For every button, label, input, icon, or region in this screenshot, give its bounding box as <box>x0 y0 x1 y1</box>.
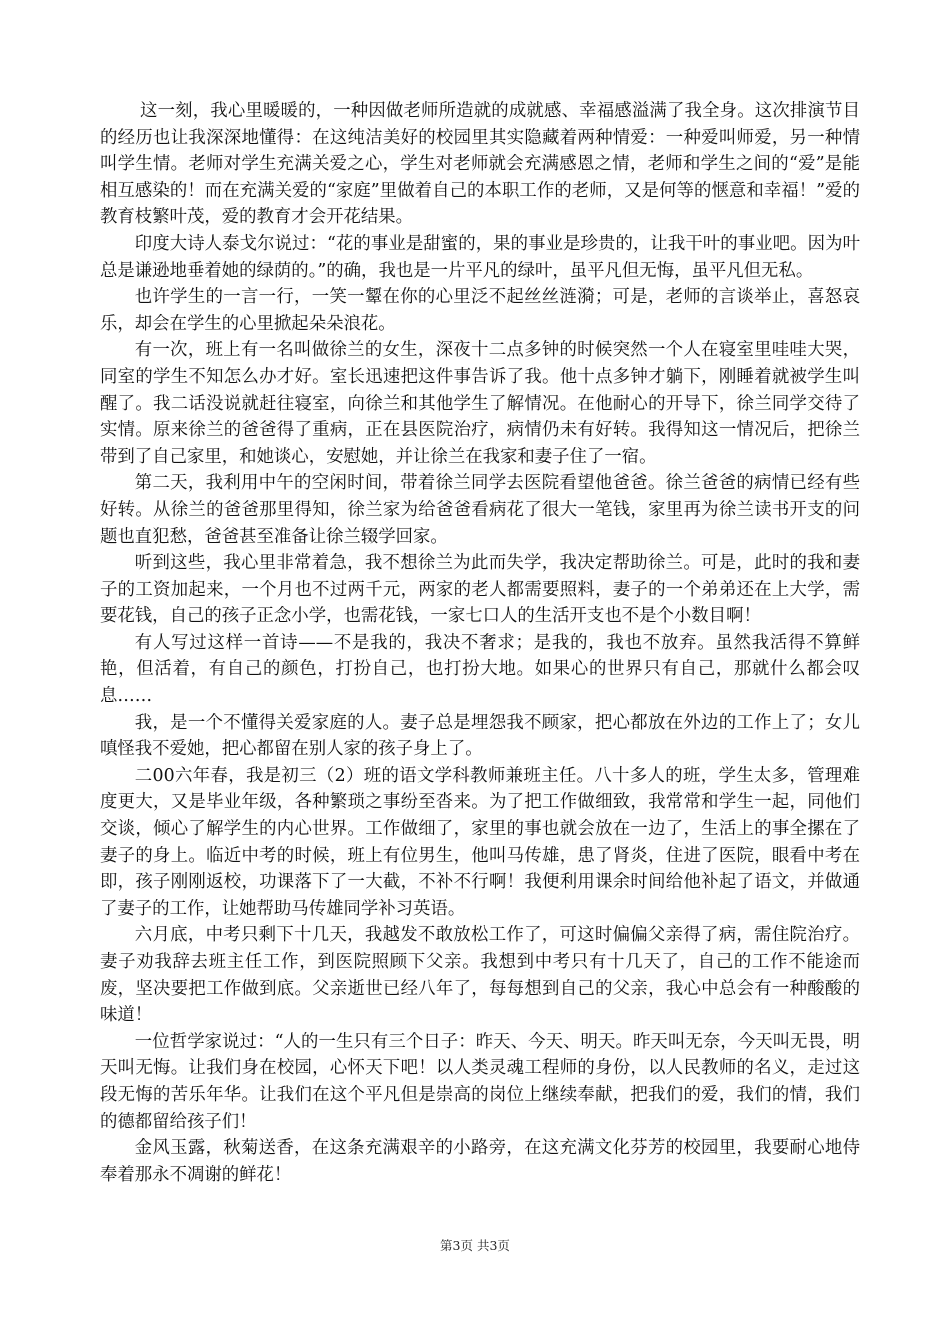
paragraph: 金风玉露，秋菊送香，在这条充满艰辛的小路旁，在这充满文化芬芳的校园里，我要耐心地侍奉着那永不凋谢的鲜花！ <box>100 1138 860 1185</box>
paragraph: 有一次，班上有一名叫做徐兰的女生，深夜十二点多钟的时候突然一个人在寝室里哇哇大哭，同室的学生不知怎么办才好。室长迅速把这件事告诉了我。他十点多钟才躺下，刚睡着就被学生叫醒了。我二话没说就赶往寝室，向徐兰和其他学生了解情况。在他耐心的开导下，徐兰同学交待了实情。原来徐兰的爸爸得了重病，正在县医院治疗，病情仍未有好转。我得知这一情况后，把徐兰带到了自己家里，和她谈心，安慰她，并让徐兰在我家和妻子住了一宿。 <box>100 340 860 467</box>
paragraph: 听到这些，我心里非常着急，我不想徐兰为此而失学，我决定帮助徐兰。可是，此时的我和妻子的工资加起来，一个月也不过两千元，两家的老人都需要照料，妻子的一个弟弟还在上大学，需要花钱，自己的孩子正念小学，也需花钱，一家七口人的生活开支也不是个小数目啊！ <box>100 553 860 627</box>
paragraph: 二00六年春，我是初三（2）班的语文学科教师兼班主任。八十多人的班，学生太多，管理难度更大，又是毕业年级，各种繁琐之事纷至沓来。为了把工作做细致，我常常和学生一起，同他们交谈，倾心了解学生的内心世界。工作做细了，家里的事也就会放在一边了，生活上的事全摞在了妻子的身上。临近中考的时候，班上有位男生，他叫马传雄，患了肾炎，住进了医院，眼看中考在即，孩子刚刚返校，功课落下了一大截，不补不行啊！我便利用课余时间给他补起了语文，并做通了妻子的工作，让她帮助马传雄同学补习英语。 <box>100 765 860 919</box>
paragraph: 第二天，我利用中午的空闲时间，带着徐兰同学去医院看望他爸爸。徐兰爸爸的病情已经有些好转。从徐兰的爸爸那里得知，徐兰家为给爸爸看病花了很大一笔钱，家里再为徐兰读书开支的问题也直犯愁，爸爸甚至准备让徐兰辍学回家。 <box>100 473 860 547</box>
paragraph: 也许学生的一言一行，一笑一颦在你的心里泛不起丝丝涟漪；可是，老师的言谈举止，喜怒哀乐，却会在学生的心里掀起朵朵浪花。 <box>100 287 860 334</box>
paragraph: 印度大诗人泰戈尔说过：“花的事业是甜蜜的，果的事业是珍贵的，让我干叶的事业吧。因为叶总是谦逊地垂着她的绿荫的。”的确，我也是一片平凡的绿叶，虽平凡但无悔，虽平凡但无私。 <box>100 233 860 281</box>
paragraph: 我，是一个不懂得关爱家庭的人。妻子总是埋怨我不顾家，把心都放在外边的工作上了；女儿嗔怪我不爱她，把心都留在别人家的孩子身上了。 <box>100 712 860 760</box>
page-number-footer: 第3页 共3页 <box>440 1238 510 1253</box>
paragraph: 这一刻，我心里暖暖的，一种因做老师所造就的成就感、幸福感溢满了我全身。这次排演节目的经历也让我深深地懂得：在这纯洁美好的校园里其实隐藏着两种情爱：一种爱叫师爱，另一种情叫学生情。老师对学生充满关爱之心，学生对老师就会充满感恩之情，老师和学生之间的“爱”是能相互感染的！而在充满关爱的“家庭”里做着自己的本职工作的老师，又是何等的惬意和幸福！”爱的教育枝繁叶茂，爱的教育才会开花结果。 <box>100 101 860 228</box>
document-body <box>100 98 860 1188</box>
paragraph: 一位哲学家说过：“人的一生只有三个日子：昨天、今天、明天。昨天叫无奈，今天叫无畏，明天叫无悔。让我们身在校园，心怀天下吧！以人类灵魂工程师的身份，以人民教师的名义，走过这段无悔的苦乐年华。让我们在这个平凡但是崇高的岗位上继续奉献，把我们的爱，我们的情，我们的德都留给孩子们！ <box>100 1031 860 1132</box>
paragraph: 有人写过这样一首诗——不是我的，我决不奢求；是我的，我也不放弃。虽然我活得不算鲜艳，但活着，有自己的颜色，打扮自己，也打扮大地。如果心的世界只有自己，那就什么都会叹息…… <box>100 632 860 707</box>
paragraph: 六月底，中考只剩下十几天，我越发不敢放松工作了，可这时偏偏父亲得了病，需住院治疗。妻子劝我辞去班主任工作，到医院照顾下父亲。我想到中考只有十几天了，自己的工作不能途而废，坚决要把工作做到底。父亲逝世已经八年了，每每想到自己的父亲，我心中总会有一种酸酸的味道！ <box>100 925 860 1026</box>
